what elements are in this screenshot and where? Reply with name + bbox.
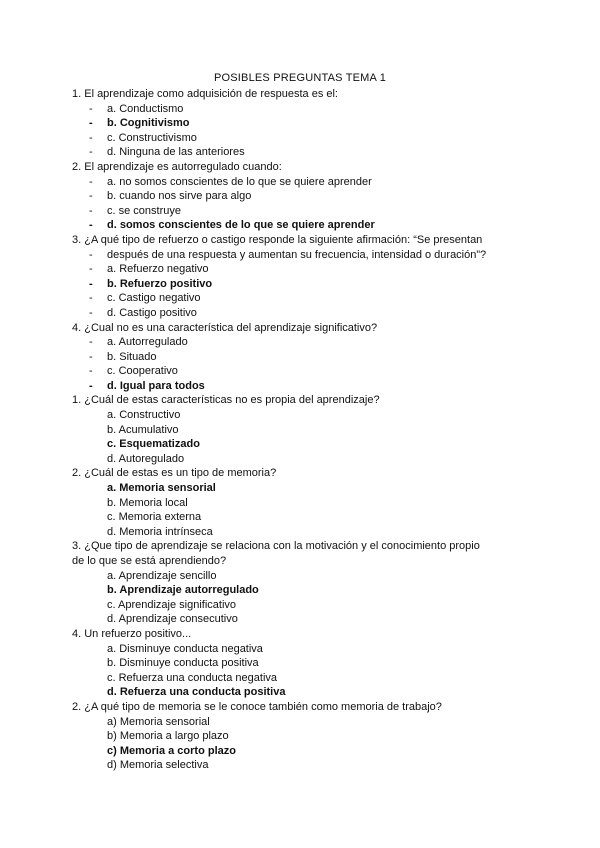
answer-option <box>72 671 532 686</box>
question-text-continuation: de lo que se está aprendiendo? <box>72 555 227 567</box>
answer-option <box>72 306 532 321</box>
answer-option-text: d. Aprendizaje consecutivo <box>107 613 238 626</box>
answer-option-correct <box>72 379 532 394</box>
answer-option-correct <box>72 437 532 452</box>
list-dash: - <box>89 336 93 349</box>
answer-option-correct <box>72 685 532 700</box>
answer-option-text: d. Igual para todos <box>107 379 205 392</box>
answer-option <box>72 452 532 467</box>
list-dash: - <box>89 263 93 276</box>
answer-option-text: b. Refuerzo positivo <box>107 277 213 290</box>
answer-option <box>72 204 532 219</box>
question-text: 4. Un refuerzo positivo... <box>72 627 192 640</box>
answer-option-text: d. Ninguna de las anteriores <box>107 146 245 159</box>
list-dash: - <box>89 277 93 290</box>
question-block <box>72 466 532 539</box>
answer-option-text: a. Disminuye conducta negativa <box>107 642 263 655</box>
answer-option <box>72 715 532 730</box>
answer-option-text: a. no somos conscientes de lo que se quiere aprender <box>107 175 372 188</box>
question-text: 3. ¿A qué tipo de refuerzo o castigo responde la siguiente afirmación: “Se presentan <box>72 233 483 246</box>
answer-option-correct <box>72 277 532 292</box>
answer-option <box>72 364 532 379</box>
answer-option <box>72 642 532 657</box>
answer-option-text: a. Refuerzo negativo <box>107 263 209 276</box>
list-dash: - <box>89 306 93 319</box>
answer-option <box>72 189 532 204</box>
answer-option-correct <box>72 116 532 131</box>
list-dash: - <box>89 379 93 392</box>
answer-option-text: d. Autoregulado <box>107 452 185 465</box>
answer-option-correct <box>72 744 532 759</box>
answer-option <box>72 131 532 146</box>
answer-option-text: c. se construye <box>107 204 181 217</box>
answer-option-text: b. Disminuye conducta positiva <box>107 657 259 670</box>
answer-option <box>72 102 532 117</box>
answer-option <box>72 612 532 627</box>
answer-option <box>72 510 532 525</box>
answer-option <box>72 598 532 613</box>
answer-option <box>72 335 532 350</box>
answer-option <box>72 656 532 671</box>
document-title: POSIBLES PREGUNTAS TEMA 1 <box>213 72 387 84</box>
answer-option-text: c. Castigo negativo <box>107 292 201 305</box>
question-block <box>72 700 532 773</box>
answer-option <box>72 145 532 160</box>
answer-option-text: c. Aprendizaje significativo <box>107 598 237 611</box>
answer-option-text: d. somos conscientes de lo que se quiere aprender <box>107 219 375 232</box>
answer-option-text: c. Constructivismo <box>107 131 197 144</box>
question-block <box>72 539 532 627</box>
answer-option-text: c. Cooperativo <box>107 365 178 378</box>
list-dash: - <box>89 190 93 203</box>
list-dash: - <box>89 292 93 305</box>
list-dash: - <box>89 175 93 188</box>
answer-option-text: a. Aprendizaje sencillo <box>107 569 217 582</box>
answer-option-text: d) Memoria selectiva <box>107 759 209 772</box>
answer-option-text: b) Memoria a largo plazo <box>107 730 229 743</box>
answer-option <box>72 423 532 438</box>
answer-option-correct <box>72 583 532 598</box>
answer-option <box>72 175 532 190</box>
list-dash: - <box>89 131 93 144</box>
answer-option-text: d. Refuerza una conducta positiva <box>107 686 286 699</box>
list-dash: - <box>89 102 93 115</box>
question-text-continuation <box>72 248 532 263</box>
answer-option-correct <box>72 481 532 496</box>
question-block <box>72 87 532 160</box>
list-dash: - <box>89 248 93 261</box>
question-block <box>72 160 532 233</box>
answer-option-text: a. Conductismo <box>107 102 184 115</box>
answer-option <box>72 291 532 306</box>
question-text: 2. El aprendizaje es autorregulado cuando: <box>72 160 282 173</box>
answer-option-text: b. Acumulativo <box>107 423 179 436</box>
list-dash: - <box>89 117 93 130</box>
question-block <box>72 393 532 466</box>
answer-option <box>72 350 532 365</box>
answer-option-text: b. Memoria local <box>107 496 188 509</box>
question-text: 4. ¿Cual no es una característica del aprendizaje significativo? <box>72 321 378 334</box>
answer-option-text: a) Memoria sensorial <box>107 715 210 728</box>
question-block <box>72 627 532 700</box>
answer-option-text: d. Castigo positivo <box>107 306 197 319</box>
question-text: 2. ¿A qué tipo de memoria se le conoce también como memoria de trabajo? <box>72 700 442 713</box>
answer-option-text: c. Memoria externa <box>107 511 202 524</box>
answer-option-text: a. Memoria sensorial <box>107 482 216 495</box>
question-text-continuation-text: después de una respuesta y aumentan su frecuencia, intensidad o duración”? <box>107 248 487 261</box>
answer-option-text: b. Situado <box>107 350 157 363</box>
answer-option <box>72 525 532 540</box>
answer-option-text: c) Memoria a corto plazo <box>107 744 236 757</box>
list-dash: - <box>89 146 93 159</box>
answer-option-text: c. Esquematizado <box>107 438 200 451</box>
answer-option <box>72 496 532 511</box>
list-dash: - <box>89 219 93 232</box>
answer-option-text: d. Memoria intrínseca <box>107 525 213 538</box>
answer-option <box>72 569 532 584</box>
question-text: 1. El aprendizaje como adquisición de respuesta es el: <box>72 88 338 100</box>
list-dash: - <box>89 365 93 378</box>
answer-option <box>72 408 532 423</box>
answer-option-text: b. cuando nos sirve para algo <box>107 190 252 203</box>
question-text: 2. ¿Cuál de estas es un tipo de memoria? <box>72 467 277 480</box>
answer-option-text: c. Refuerza una conducta negativa <box>107 671 278 684</box>
list-dash: - <box>89 204 93 217</box>
answer-option <box>72 262 532 277</box>
question-text: 1. ¿Cuál de estas características no es propia del aprendizaje? <box>72 394 380 407</box>
answer-option <box>72 758 532 773</box>
question-list <box>72 87 532 773</box>
answer-option-correct <box>72 218 532 233</box>
list-dash: - <box>89 350 93 363</box>
answer-option <box>72 729 532 744</box>
answer-option-text: a. Constructivo <box>107 409 181 422</box>
answer-option-text: a. Autorregulado <box>107 336 188 349</box>
question-block <box>72 233 532 321</box>
answer-option-text: b. Cognitivismo <box>107 117 190 130</box>
question-block <box>72 321 532 394</box>
question-text: 3. ¿Que tipo de aprendizaje se relaciona con la motivación y el conocimiento propio <box>72 540 480 553</box>
answer-option-text: b. Aprendizaje autorregulado <box>107 584 259 597</box>
